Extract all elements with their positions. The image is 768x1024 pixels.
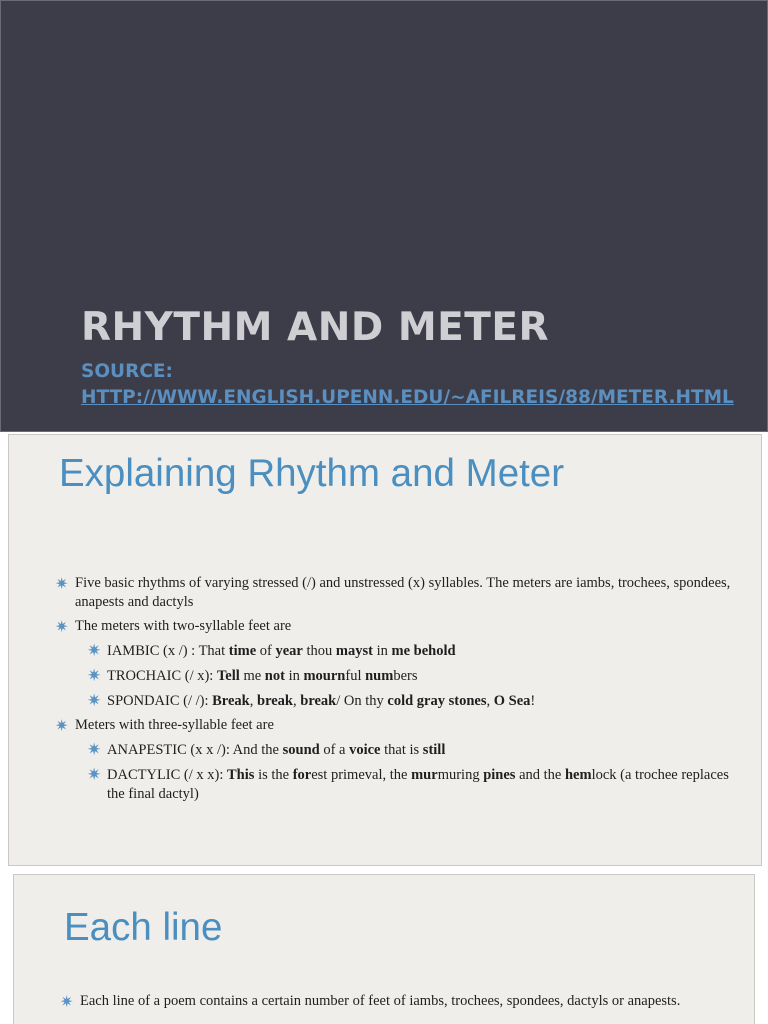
list-item-trochaic: ✷ TROCHAIC (/ x): Tell me not in mournful numbers: [87, 666, 418, 686]
explaining-slide: [8, 434, 762, 866]
list-item: ✷ Five basic rhythms of varying stressed (/) and unstressed (x) syllables. The meters are iambs, trochees, spondees, anapests and dactyls: [55, 574, 731, 610]
source-link[interactable]: HTTP://WWW.ENGLISH.UPENN.EDU/~AFILREIS/88/METER.HTML: [81, 387, 734, 408]
star-bullet-icon: ✷: [55, 716, 69, 735]
slide-heading: Explaining Rhythm and Meter: [59, 452, 565, 495]
star-bullet-icon: ✷: [87, 641, 102, 661]
star-bullet-icon: ✷: [55, 617, 69, 636]
star-bullet-icon: ✷: [87, 765, 102, 785]
slide-heading: Each line: [64, 906, 223, 949]
star-bullet-icon: ✷: [60, 992, 74, 1011]
source-line: [81, 359, 734, 411]
bullet-list: [60, 992, 730, 1011]
each-line-slide: [13, 874, 755, 1024]
list-item: ✷ Each line of a poem contains a certain number of feet of iambs, trochees, spondees, dactyls or anapests.: [60, 992, 681, 1011]
star-bullet-icon: ✷: [55, 574, 69, 593]
star-bullet-icon: ✷: [87, 691, 102, 711]
slide-title: RHYTHM AND METER: [81, 305, 550, 350]
list-item-dactylic: ✷ DACTYLIC (/ x x): This is the forest primeval, the murmuring pines and the hemlock (a trochee replaces the final dactyl): [87, 765, 729, 802]
title-slide: [0, 0, 768, 432]
source-prefix: SOURCE:: [81, 361, 173, 382]
list-item: ✷ The meters with two-syllable feet are: [55, 617, 292, 636]
list-item-spondaic: ✷ SPONDAIC (/ /): Break, break, break/ On thy cold gray stones, O Sea!: [87, 691, 536, 711]
star-bullet-icon: ✷: [87, 666, 102, 686]
star-bullet-icon: ✷: [87, 740, 102, 760]
list-item-iambic: ✷ IAMBIC (x /) : That time of year thou mayst in me behold: [87, 641, 456, 661]
bullet-list: [55, 574, 735, 804]
list-item: ✷ Meters with three-syllable feet are: [55, 716, 274, 735]
list-item-anapestic: ✷ ANAPESTIC (x x /): And the sound of a voice that is still: [87, 740, 446, 760]
